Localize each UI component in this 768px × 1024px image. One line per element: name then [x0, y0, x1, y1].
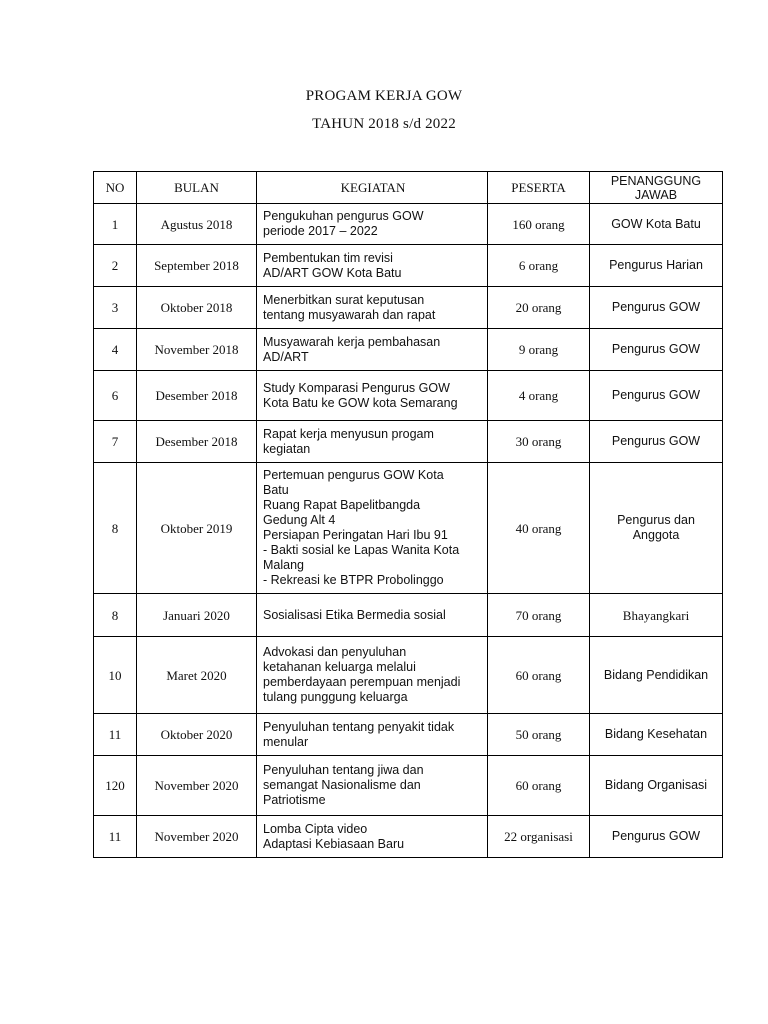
- cell-kegiatan: [257, 594, 488, 637]
- table-header-row: [94, 172, 723, 204]
- table-row: [94, 714, 723, 756]
- cell-penanggung-jawab: [590, 371, 723, 421]
- cell-no: 3: [94, 287, 137, 329]
- penanggung-jawab-line: Bhayangkari: [622, 607, 690, 623]
- cell-no: 120: [94, 756, 137, 816]
- table-row: [94, 637, 723, 714]
- header-pj-line2: JAWAB: [634, 187, 678, 202]
- table-row: [94, 329, 723, 371]
- table-body: [94, 204, 723, 858]
- penanggung-jawab-line: Anggota: [632, 528, 680, 542]
- cell-kegiatan: [257, 421, 488, 463]
- header-pj-line1: PENANGGUNG: [610, 173, 702, 188]
- kegiatan-line: Malang: [263, 558, 304, 572]
- cell-peserta: 40 orang: [488, 463, 590, 594]
- cell-bulan: November 2020: [137, 816, 257, 858]
- header-kegiatan: KEGIATAN: [257, 172, 488, 204]
- cell-bulan: Desember 2018: [137, 371, 257, 421]
- kegiatan-line: Rapat kerja menyusun progam: [263, 426, 434, 441]
- cell-kegiatan: [257, 245, 488, 287]
- cell-peserta: 20 orang: [488, 287, 590, 329]
- cell-peserta: 4 orang: [488, 371, 590, 421]
- cell-peserta: 160 orang: [488, 204, 590, 245]
- cell-no: 10: [94, 637, 137, 714]
- cell-kegiatan: [257, 756, 488, 816]
- kegiatan-line: tentang musyawarah dan rapat: [263, 307, 436, 322]
- kegiatan-line: Ruang Rapat Bapelitbangda: [263, 498, 421, 512]
- cell-penanggung-jawab: [590, 329, 723, 371]
- kegiatan-line: Advokasi dan penyuluhan: [263, 645, 407, 659]
- cell-penanggung-jawab: [590, 637, 723, 714]
- table-row: [94, 287, 723, 329]
- kegiatan-line: Sosialisasi Etika Bermedia sosial: [263, 607, 446, 622]
- penanggung-jawab-line: Bidang Pendidikan: [603, 667, 709, 682]
- kegiatan-line: menular: [263, 734, 309, 749]
- cell-peserta: 9 orang: [488, 329, 590, 371]
- header-peserta: PESERTA: [488, 172, 590, 204]
- cell-bulan: Oktober 2019: [137, 463, 257, 594]
- kegiatan-line: Penyuluhan tentang penyakit tidak: [263, 719, 455, 734]
- cell-peserta: 60 orang: [488, 637, 590, 714]
- kegiatan-line: Study Komparasi Pengurus GOW: [263, 380, 450, 395]
- kegiatan-line: - Rekreasi ke BTPR Probolinggo: [263, 573, 444, 587]
- kegiatan-line: Pengukuhan pengurus GOW: [263, 209, 424, 223]
- cell-no: 8: [94, 463, 137, 594]
- cell-penanggung-jawab: [590, 714, 723, 756]
- cell-penanggung-jawab: [590, 245, 723, 287]
- cell-bulan: Oktober 2020: [137, 714, 257, 756]
- cell-peserta: 6 orang: [488, 245, 590, 287]
- penanggung-jawab-line: Bidang Kesehatan: [604, 727, 708, 741]
- kegiatan-line: ketahanan keluarga melalui: [263, 660, 416, 674]
- cell-penanggung-jawab: [590, 287, 723, 329]
- cell-no: 1: [94, 204, 137, 245]
- penanggung-jawab-line: GOW Kota Batu: [611, 216, 701, 231]
- cell-bulan: September 2018: [137, 245, 257, 287]
- cell-kegiatan: [257, 287, 488, 329]
- cell-bulan: Januari 2020: [137, 594, 257, 637]
- cell-penanggung-jawab: [590, 594, 723, 637]
- penanggung-jawab-line: Pengurus Harian: [609, 258, 703, 272]
- cell-penanggung-jawab: [590, 204, 723, 245]
- kegiatan-line: pemberdayaan perempuan menjadi: [263, 675, 461, 689]
- cell-no: 2: [94, 245, 137, 287]
- document-title: PROGAM KERJA GOW: [305, 88, 463, 104]
- cell-kegiatan: [257, 463, 488, 594]
- table-row: [94, 756, 723, 816]
- cell-bulan: Maret 2020: [137, 637, 257, 714]
- penanggung-jawab-line: Pengurus GOW: [611, 300, 701, 314]
- kegiatan-line: periode 2017 – 2022: [263, 224, 378, 238]
- header-penanggung-jawab: [590, 172, 723, 204]
- cell-bulan: Agustus 2018: [137, 204, 257, 245]
- kegiatan-line: Patriotisme: [263, 793, 326, 807]
- kegiatan-line: Adaptasi Kebiasaan Baru: [263, 836, 405, 851]
- table-row: [94, 421, 723, 463]
- cell-penanggung-jawab: [590, 756, 723, 816]
- kegiatan-line: Kota Batu ke GOW kota Semarang: [263, 395, 458, 410]
- cell-no: 11: [94, 816, 137, 858]
- cell-bulan: November 2020: [137, 756, 257, 816]
- kegiatan-line: tulang punggung keluarga: [263, 690, 408, 704]
- cell-no: 6: [94, 371, 137, 421]
- header-bulan: BULAN: [137, 172, 257, 204]
- cell-peserta: 50 orang: [488, 714, 590, 756]
- kegiatan-line: AD/ART GOW Kota Batu: [263, 265, 402, 280]
- penanggung-jawab-line: Pengurus GOW: [611, 388, 701, 402]
- cell-kegiatan: [257, 714, 488, 756]
- kegiatan-line: Persiapan Peringatan Hari Ibu 91: [263, 528, 448, 542]
- table-row: [94, 594, 723, 637]
- cell-peserta: 22 organisasi: [488, 816, 590, 858]
- cell-no: 7: [94, 421, 137, 463]
- kegiatan-line: semangat Nasionalisme dan: [263, 778, 421, 792]
- table-row: [94, 816, 723, 858]
- document-subtitle: TAHUN 2018 s/d 2022: [312, 116, 456, 132]
- penanggung-jawab-line: Pengurus GOW: [611, 434, 701, 448]
- kegiatan-line: kegiatan: [263, 441, 311, 456]
- cell-peserta: 30 orang: [488, 421, 590, 463]
- cell-kegiatan: [257, 329, 488, 371]
- cell-no: 11: [94, 714, 137, 756]
- program-table: [93, 171, 723, 858]
- cell-penanggung-jawab: [590, 463, 723, 594]
- cell-peserta: 60 orang: [488, 756, 590, 816]
- cell-kegiatan: [257, 816, 488, 858]
- penanggung-jawab-line: Pengurus dan: [617, 513, 695, 527]
- table-row: [94, 245, 723, 287]
- cell-bulan: Oktober 2018: [137, 287, 257, 329]
- table-row: [94, 463, 723, 594]
- kegiatan-line: Menerbitkan surat keputusan: [263, 292, 425, 307]
- table-row: [94, 371, 723, 421]
- kegiatan-line: Musyawarah kerja pembahasan: [263, 334, 441, 349]
- kegiatan-line: Pembentukan tim revisi: [263, 250, 393, 265]
- table-row: [94, 204, 723, 245]
- cell-kegiatan: [257, 204, 488, 245]
- cell-penanggung-jawab: [590, 816, 723, 858]
- kegiatan-line: Penyuluhan tentang jiwa dan: [263, 763, 424, 777]
- penanggung-jawab-line: Pengurus GOW: [611, 342, 701, 356]
- cell-no: 8: [94, 594, 137, 637]
- penanggung-jawab-line: Bidang Organisasi: [604, 778, 708, 792]
- cell-kegiatan: [257, 371, 488, 421]
- kegiatan-line: Batu: [263, 483, 289, 497]
- header-no: NO: [94, 172, 137, 204]
- kegiatan-line: - Bakti sosial ke Lapas Wanita Kota: [263, 543, 460, 557]
- cell-bulan: November 2018: [137, 329, 257, 371]
- cell-kegiatan: [257, 637, 488, 714]
- cell-penanggung-jawab: [590, 421, 723, 463]
- kegiatan-line: Pertemuan pengurus GOW Kota: [263, 468, 444, 482]
- cell-no: 4: [94, 329, 137, 371]
- penanggung-jawab-line: Pengurus GOW: [611, 829, 701, 843]
- kegiatan-line: Gedung Alt 4: [263, 513, 336, 527]
- cell-peserta: 70 orang: [488, 594, 590, 637]
- kegiatan-line: AD/ART: [263, 349, 309, 364]
- kegiatan-line: Lomba Cipta video: [263, 821, 368, 836]
- cell-bulan: Desember 2018: [137, 421, 257, 463]
